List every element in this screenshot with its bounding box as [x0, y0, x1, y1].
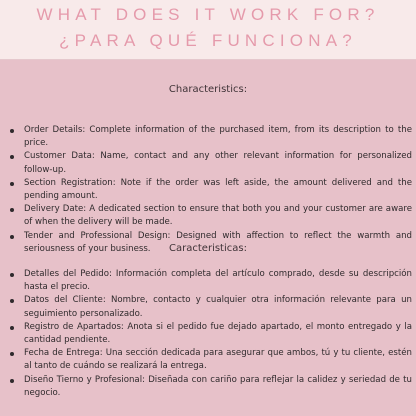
bullet-icon	[10, 326, 14, 330]
list-item	[0, 124, 412, 150]
list-item-text: Tender and Professional Design: Designed with affection to reflect the warmth and seriousness of your business.	[24, 230, 412, 254]
title-english: WHAT DOES IT WORK FOR?	[36, 5, 380, 24]
bullet-icon	[10, 129, 14, 133]
list-item-text: Delivery Date: A dedicated section to ensure that both you and your customer are aware of when the delivery will be made.	[24, 204, 412, 228]
characteristics-heading-english: Characteristics:	[168, 84, 248, 95]
title-spanish: ¿PARA QUÉ FUNCIONA?	[59, 31, 357, 50]
list-item-text: Fecha de Entrega: Una sección dedicada para asegurar que ambos, tú y tu cliente, estén al tanto de cuándo se realizará la entrega.	[24, 348, 412, 372]
list-item-text: Diseño Tierno y Profesional: Diseñada con cariño para reflejar la calidez y seriedad de tu negocio.	[24, 374, 412, 398]
list-item	[0, 268, 412, 294]
list-item	[0, 374, 412, 400]
list-item-text: Order Details: Complete information of the purchased item, from its description to the price.	[24, 125, 412, 149]
characteristics-list-english	[0, 124, 412, 256]
list-item	[0, 203, 412, 229]
bullet-icon	[10, 208, 14, 212]
bullet-icon	[10, 379, 14, 383]
bullet-icon	[10, 352, 14, 356]
list-item-text: Datos del Cliente: Nombre, contacto y cualquier otra información relevante para un seguimiento personalizado.	[24, 295, 412, 319]
list-item	[0, 347, 412, 373]
list-item-text: Detalles del Pedido: Información completa del artículo comprado, desde su descripción hasta el precio.	[24, 269, 412, 293]
characteristics-list-spanish	[0, 268, 412, 400]
bullet-icon	[10, 182, 14, 186]
characteristics-heading-spanish: Caracteristicas:	[169, 243, 247, 254]
bullet-icon	[10, 155, 14, 159]
list-item	[0, 294, 412, 320]
bullet-icon	[10, 273, 14, 277]
bullet-icon	[10, 235, 14, 239]
bullet-icon	[10, 299, 14, 303]
list-item-text: Registro de Apartados: Anota si el pedido fue dejado apartado, el monto entregado y la cantidad pendiente.	[24, 321, 412, 346]
list-item	[0, 177, 412, 203]
header-band	[0, 0, 416, 60]
list-item-text: Customer Data: Name, contact and any other relevant information for personalized follow-up.	[24, 151, 412, 175]
list-item	[0, 150, 412, 176]
list-item	[0, 321, 412, 347]
list-item-text: Section Registration: Note if the order was left aside, the amount delivered and the pending amount.	[24, 177, 412, 202]
